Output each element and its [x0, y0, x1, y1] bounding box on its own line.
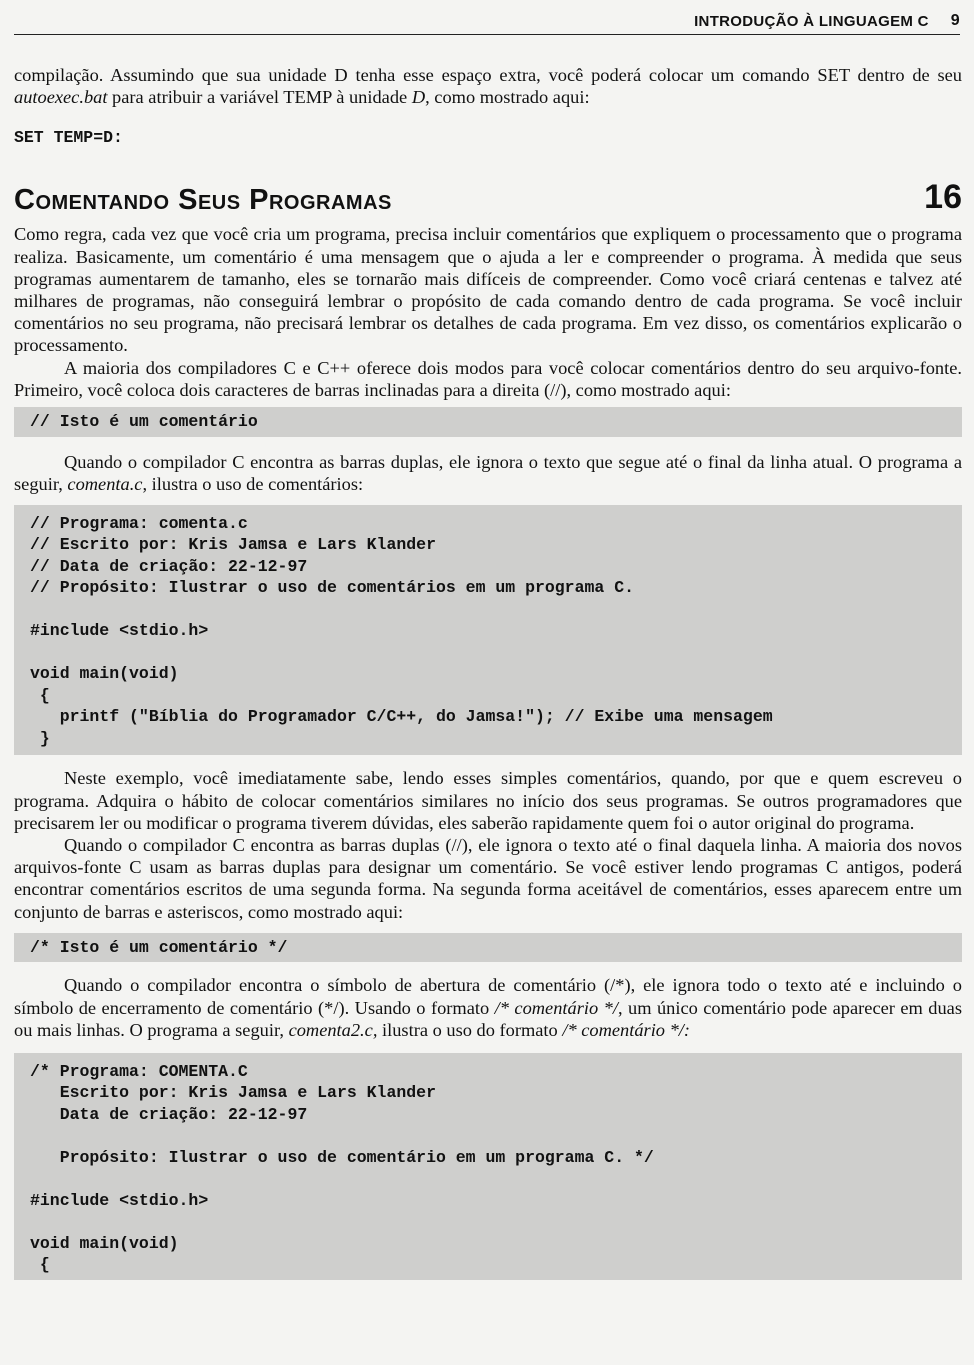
code-line: // Isto é um comentário: [30, 412, 258, 432]
intro-paragraph: compilação. Assumindo que sua unidade D tenha esse espaço extra, você poderá colocar um comando SET dentro de seu autoexec.bat para atribuir a variável TEMP à unidade D, como mostrado aqui:: [14, 65, 962, 108]
section-title: Comentando Seus Programas: [14, 184, 392, 217]
code-line: #include <stdio.h>: [30, 1190, 209, 1210]
running-header: [14, 8, 960, 35]
code-line: [30, 1168, 962, 1190]
code-line: [30, 1211, 962, 1233]
filename-autoexec: autoexec.bat: [14, 87, 108, 108]
header-title: INTRODUÇÃO À LINGUAGEM C: [694, 12, 929, 30]
body-paragraph-2: A maioria dos compiladores C e C++ oferece dois modos para você colocar comentários dentro do seu arquivo-fonte. Primeiro, você coloca dois caracteres de barras inclinadas para a direita (//), como mostrado aqui:: [14, 357, 962, 400]
code-block-line-comment: [14, 407, 962, 437]
code-line: [30, 599, 962, 621]
code-line: Data de criação: 22-12-97: [30, 1104, 308, 1124]
body-paragraph-1: Como regra, cada vez que você cria um programa, precisa incluir comentários que expliquem o processamento que o programa realiza. Basicamente, um comentário é uma mensagem que o ajuda a ler e compreender o programa. À medida que seus programas aumentarem de tamanho, eles se tornarão mais difíceis de compreender. Como você criará centenas e talvez até milhares de programas, não conseguirá lembrar o propósito de cada comando dentro de cada programa. Se você incluir comentários no seu programa, não precisará lembrar os detalhes de cada programa. Em vez disso, os comentários explicarão o processamento.: [14, 224, 962, 356]
code-line: // Programa: comenta.c: [30, 513, 248, 533]
code-line: [30, 1125, 962, 1147]
code-line: /* Programa: COMENTA.C: [30, 1061, 248, 1081]
body-paragraph-5: Quando o compilador C encontra as barras duplas (//), ele ignora o texto até o final daquela linha. A maioria dos novos arquivos-fonte C usam as barras duplas para designar um comentário. Se você estiver lendo programas C antigos, poderá encontrar comentários escritos de uma segunda forma. Na segunda forma aceitável de comentários, esses aparecem entre um conjunto de barras e asteriscos, como mostrado aqui:: [14, 835, 962, 922]
code-block-block-comment: [14, 933, 962, 963]
code-block-comenta: [14, 505, 962, 756]
filename-comenta2: comenta2.c,: [288, 1019, 378, 1040]
code-line: Escrito por: Kris Jamsa e Lars Klander: [30, 1083, 436, 1103]
code-line: // Escrito por: Kris Jamsa e Lars Klander: [30, 535, 436, 555]
code-line: // Propósito: Ilustrar o uso de comentários em um programa C.: [30, 578, 634, 598]
code-line: Propósito: Ilustrar o uso de comentário em um programa C. */: [30, 1147, 654, 1167]
section-number: 16: [924, 178, 962, 217]
body-paragraph-4: Neste exemplo, você imediatamente sabe, lendo esses simples comentários, quando, por que e quem escreveu o programa. Adquira o hábito de colocar comentários similares no início dos seus programas. Se outros programadores que precisarem ler ou modificar o programa tiverem dúvidas, eles saberão rapidamente quem foi o autor original do programa.: [14, 768, 962, 833]
code-line: [30, 642, 962, 664]
code-line: printf ("Bíblia do Programador C/C++, do Jamsa!"); // Exibe uma mensagem: [30, 707, 773, 727]
code-line: /* Isto é um comentário */: [30, 937, 288, 957]
code-line: {: [30, 1255, 50, 1275]
page-number: 9: [950, 12, 960, 29]
filename-comenta: comenta.c: [67, 473, 143, 494]
body-paragraph-3: Quando o compilador C encontra as barras duplas, ele ignora o texto que segue até o final da linha atual. O programa a seguir, comenta.c, ilustra o uso de comentários:: [14, 451, 962, 494]
code-line: #include <stdio.h>: [30, 621, 209, 641]
code-line: void main(void): [30, 1233, 179, 1253]
code-block-comenta2: [14, 1053, 962, 1280]
set-temp-code: SET TEMP=D:: [14, 128, 123, 148]
code-line: // Data de criação: 22-12-97: [30, 556, 308, 576]
body-paragraph-6: Quando o compilador encontra o símbolo de abertura de comentário (/*), ele ignora todo o texto até e incluindo o símbolo de encerramento de comentário (*/). Usando o formato /* comentário */, um único comentário pode aparecer em duas ou mais linhas. O programa a seguir, comenta2.c, ilustra o uso do formato /* comentário */:: [14, 975, 962, 1040]
code-line: }: [30, 728, 50, 748]
code-line: {: [30, 685, 50, 705]
section-heading: [14, 178, 962, 217]
page-content: [14, 64, 962, 1288]
code-line: void main(void): [30, 664, 179, 684]
